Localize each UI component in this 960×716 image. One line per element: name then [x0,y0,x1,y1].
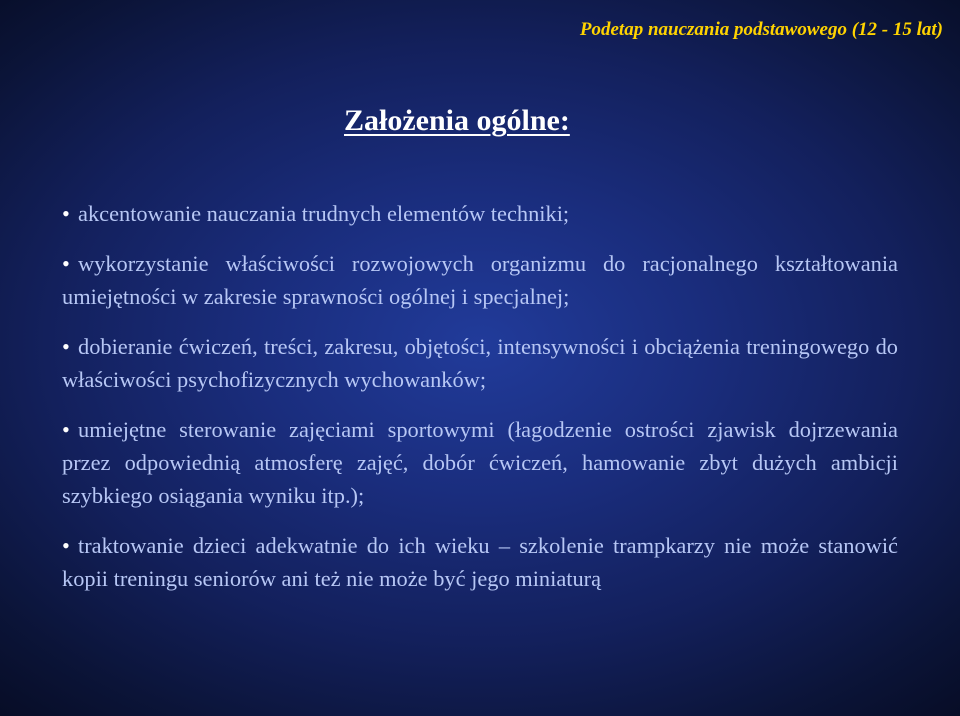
bullet-text: traktowanie dzieci adekwatnie do ich wieku – szkolenie trampkarzy nie może stanowić kopii treningu seniorów ani też nie może być jego miniaturą [62,533,898,591]
bullet-list [62,197,898,612]
bullet-text: dobieranie ćwiczeń, treści, zakresu, objętości, intensywności i obciążenia treningowego do właściwości psychofizycznych wychowanków; [62,334,898,392]
bullet-text: akcentowanie nauczania trudnych elementów techniki; [78,201,570,226]
bullet-item [62,529,898,595]
bullet-icon: • [62,334,70,359]
bullet-icon: • [62,251,70,276]
header-title: Podetap nauczania podstawowego (12 - 15 lat) [579,19,943,40]
bullet-icon: • [62,417,70,442]
bullet-item [62,413,898,512]
bullet-text: wykorzystanie właściwości rozwojowych organizmu do racjonalnego kształtowania umiejętności w zakresie sprawności ogólnej i specjalnej; [62,251,898,309]
bullet-text: umiejętne sterowanie zajęciami sportowymi (łagodzenie ostrości zjawisk dojrzewania przez odpowiednią atmosferę zajęć, dobór ćwiczeń, hamowanie zbyt dużych ambicji szybkiego osiągania wyniku itp.); [62,417,898,508]
slide-heading: Założenia ogólne: [344,104,570,137]
bullet-item [62,247,898,313]
bullet-icon: • [62,201,70,226]
bullet-item [62,197,898,230]
bullet-icon: • [62,533,70,558]
bullet-item [62,330,898,396]
